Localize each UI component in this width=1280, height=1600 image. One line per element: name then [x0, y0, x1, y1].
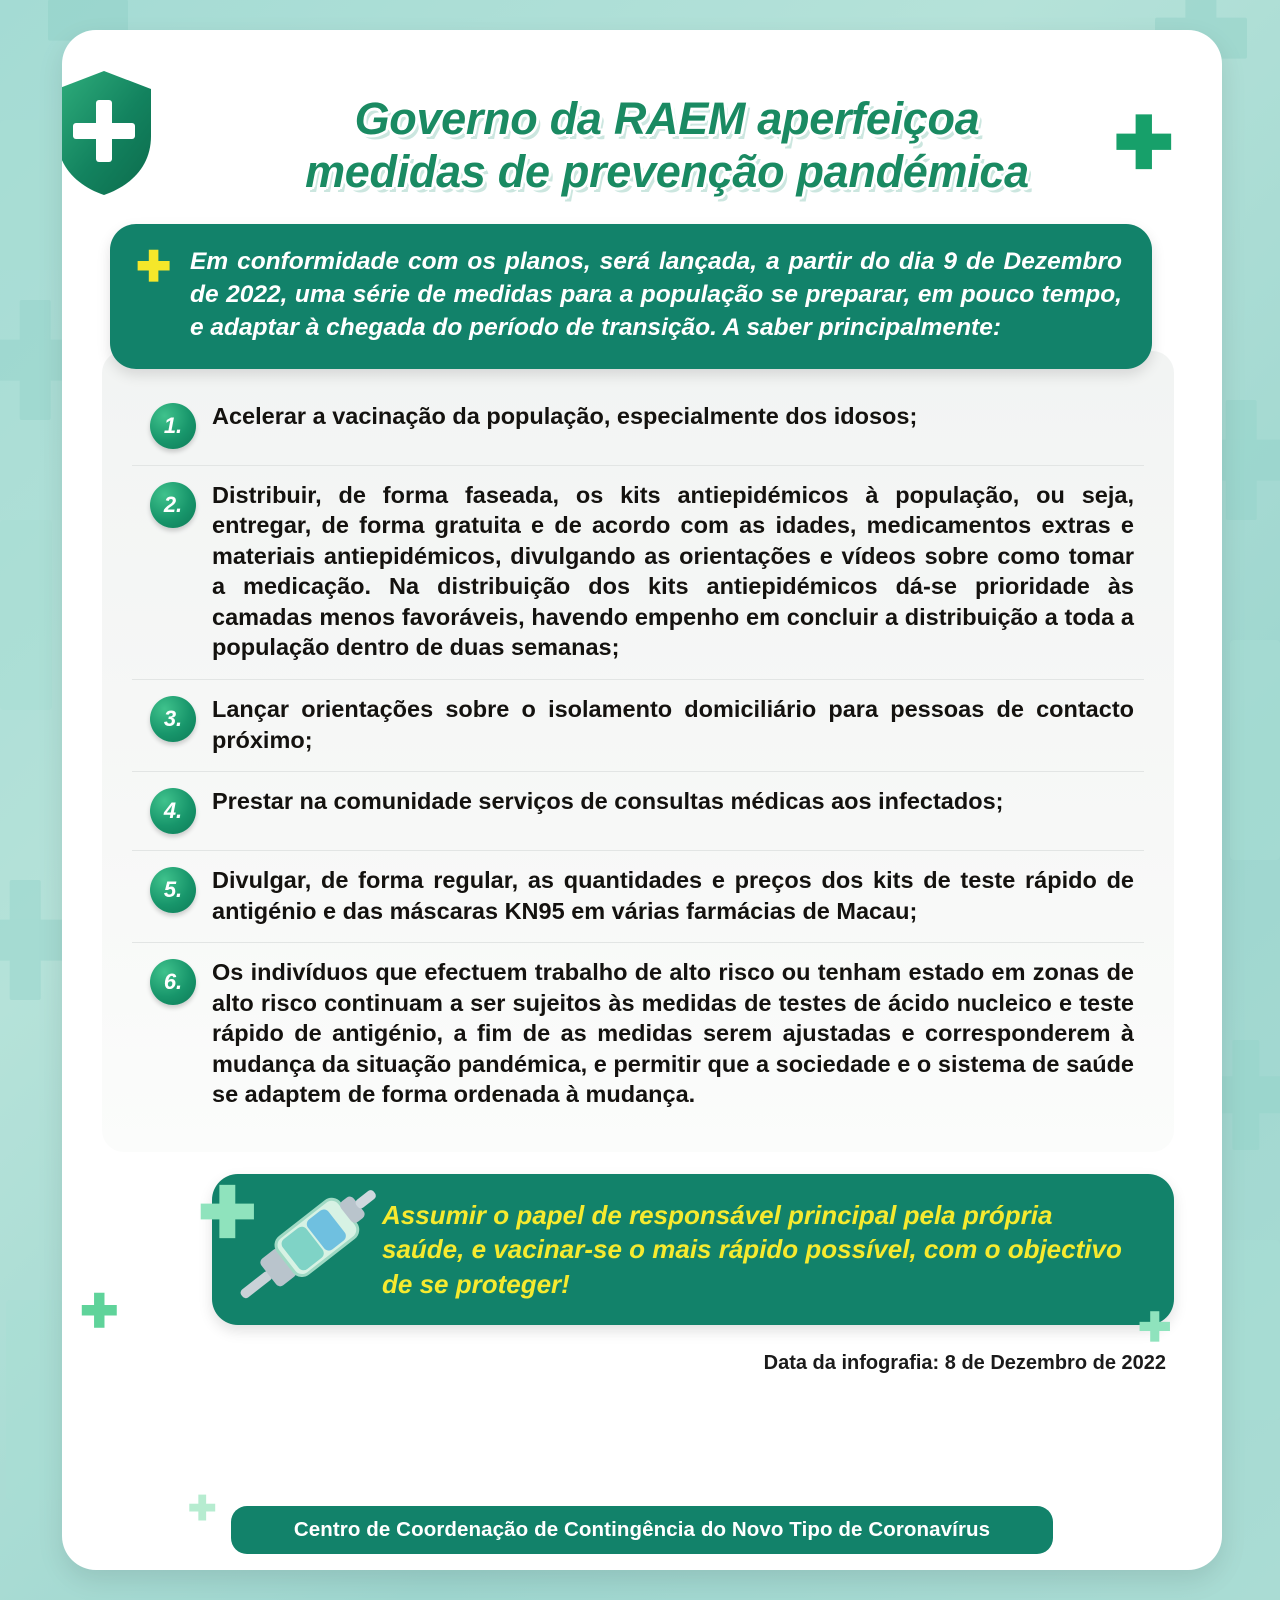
highlight-section — [102, 1166, 1174, 1336]
footer-bar — [231, 1506, 1053, 1554]
background-square-decoration — [1216, 1240, 1280, 1420]
list-item-text: Lançar orientações sobre o isolamento domiciliário para pessoas de contacto próximo; — [212, 695, 1134, 753]
intro-text: Em conformidade com os planos, será lançada, a partir do dia 9 de Dezembro de 2022, uma série de medidas para a população se preparar, em pouco tempo, e adaptar à chegada do período de transição. A saber principalmente: — [190, 248, 1122, 341]
list-item-text: Divulgar, de forma regular, as quantidades e preços dos kits de teste rápido de antigénio e das máscaras KN95 em várias farmácias de Macau; — [212, 867, 1134, 924]
header — [62, 30, 1222, 206]
plus-icon: ✚ — [1138, 1306, 1172, 1350]
page-title — [182, 92, 1152, 198]
infographic-card — [62, 30, 1222, 1570]
list-item-number: 2. — [150, 482, 196, 528]
infographic-date — [102, 1352, 1166, 1375]
highlight-text: Assumir o papel de responsável principal pela própria saúde, e vacinar-se o mais rápido possível, com o objectivo de se proteger! — [382, 1199, 1122, 1299]
background-cross-decoration — [0, 880, 70, 1000]
background-square-decoration — [0, 520, 52, 710]
list-item — [132, 943, 1144, 1126]
syringe-icon — [212, 1172, 402, 1337]
shield-cross-icon — [62, 58, 168, 208]
list-item-number: 4. — [150, 788, 196, 834]
plus-icon: ✚ — [1113, 104, 1174, 184]
list-item-text: Prestar na comunidade serviços de consultas médicas aos infectados; — [212, 788, 1004, 815]
list-item — [132, 387, 1144, 466]
date-label: Data da infografia: — [763, 1351, 940, 1374]
plus-icon: ✚ — [188, 1490, 217, 1528]
list-item-text: Os indivíduos que efectuem trabalho de alto risco ou tenham estado em zonas de alto risco continuam a ser sujeitos às medidas de testes de ácido nucleico e teste rápido de antigénio, a fim de as medidas serem ajustadas e corresponderem à mudança da situação pandémica, e permitir que a sociedade e o sistema de saúde se adaptem de forma ordenada à mudança. — [212, 959, 1134, 1108]
background-square-decoration — [1230, 640, 1280, 860]
plus-icon: ✚ — [136, 243, 172, 291]
background-square-decoration — [0, 120, 64, 270]
plus-icon: ✚ — [80, 1285, 119, 1337]
page-title-line2: medidas de prevenção pandémica — [305, 146, 1029, 198]
list-item-number: 1. — [150, 403, 196, 449]
list-item — [132, 772, 1144, 851]
list-item-text: Distribuir, de forma faseada, os kits antiepidémicos à população, ou seja, entregar, de forma gratuita e de acordo com as idades, medicamentos extras e materiais antiepidémicos, divulgando as orientações e vídeos sobre como tomar a medicação. Na distribuição dos kits antiepidémicos dá-se prioridade às camadas menos favoráveis, havendo empenho em concluir a distribuição a toda a população dentro de duas semanas; — [212, 481, 1134, 661]
list-item — [132, 851, 1144, 943]
date-value: 8 de Dezembro de 2022 — [944, 1351, 1166, 1374]
footer-text: Centro de Coordenação de Contingência do Novo Tipo de Coronavírus — [293, 1518, 991, 1541]
list-item — [132, 680, 1144, 772]
list-item-number: 6. — [150, 959, 196, 1005]
background-square-decoration — [6, 1300, 62, 1500]
list-item — [132, 466, 1144, 680]
measures-list — [102, 351, 1174, 1152]
list-item-text: Acelerar a vacinação da população, especialmente dos idosos; — [212, 402, 918, 429]
plus-icon: ✚ — [198, 1173, 257, 1252]
page-title-line1: Governo da RAEM aperfeiçoa — [354, 93, 980, 144]
intro-banner — [110, 224, 1152, 368]
list-item-number: 3. — [150, 696, 196, 742]
list-item-number: 5. — [150, 867, 196, 913]
